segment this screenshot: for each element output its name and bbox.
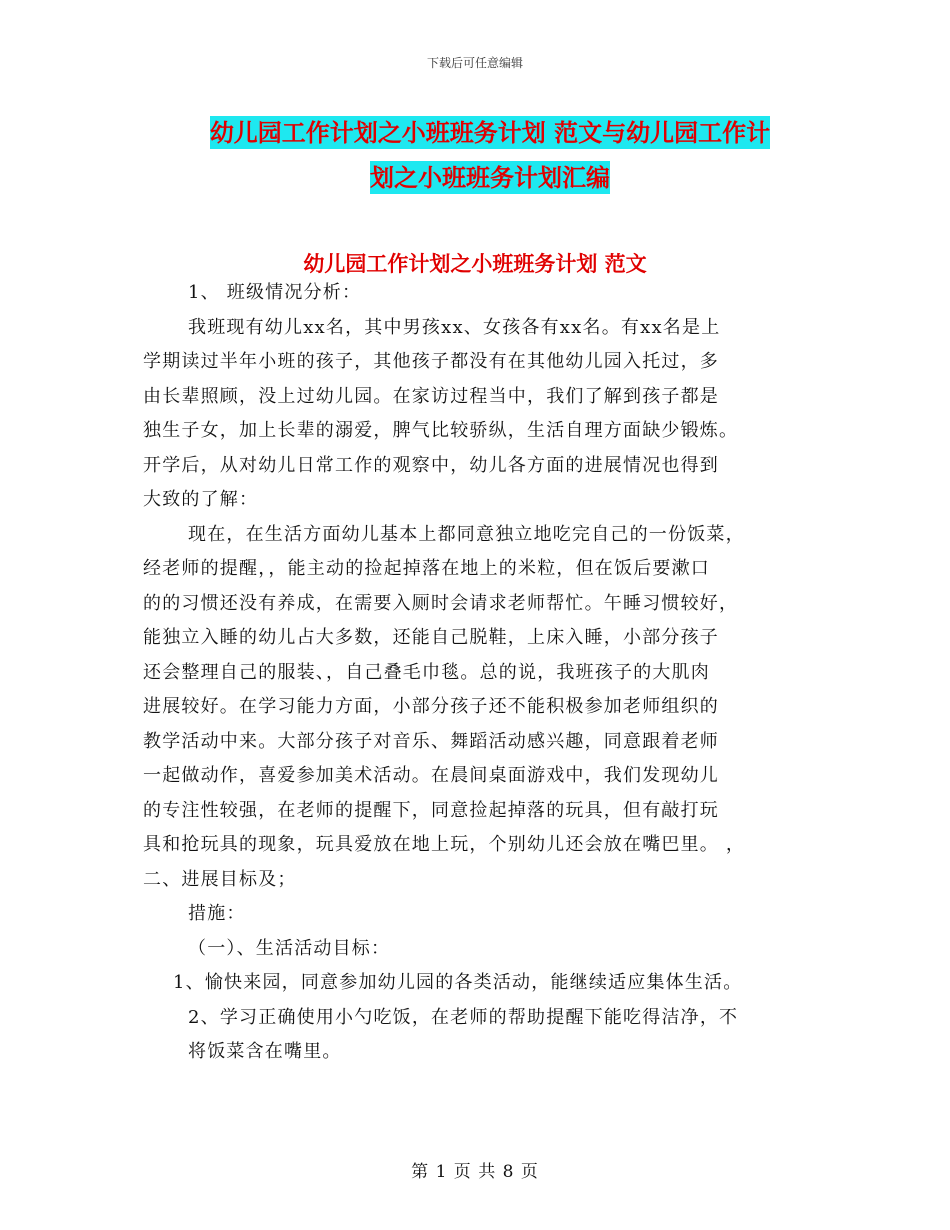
body-line: 将饭菜含在嘴里。 xyxy=(188,1041,342,1062)
body-text xyxy=(143,276,823,1070)
body-line: 1、 班级情况分析： xyxy=(188,282,362,303)
body-line: 还会整理自己的服装、，自己叠毛巾毯。总的说，我班孩子的大肌肉 xyxy=(143,661,710,683)
body-line: 大致的了解： xyxy=(143,489,259,510)
body-line: 的的习惯还没有养成，在需要入厕时会请求老师帮忙。午睡习惯较好， xyxy=(143,592,739,614)
body-line: 现在，在生活方面幼儿基本上都同意独立地吃完自己的一份饭菜， xyxy=(188,523,745,545)
body-line: 1、愉快来园，同意参加幼儿园的各类活动，能继续适应集体生活。 xyxy=(173,972,743,993)
document-title-line-1: 幼儿园工作计划之小班班务计划 范文与幼儿园工作计 xyxy=(209,118,771,147)
body-line: 进展较好。在学习能力方面，小部分孩子还不能积极参加老师组织的 xyxy=(143,696,719,717)
section-title: 幼儿园工作计划之小班班务计划 范文 xyxy=(303,251,647,276)
body-line: 学期读过半年小班的孩子，其他孩子都没有在其他幼儿园入托过，多 xyxy=(143,351,719,372)
body-line: （一）、生活活动目标： xyxy=(188,937,391,959)
body-line: 独生子女，加上长辈的溺爱，脾气比较骄纵，生活自理方面缺少锻炼。 xyxy=(143,420,739,441)
body-line: 经老师的提醒，，能主动的捡起掉落在地上的米粒，但在饭后要漱口 xyxy=(143,558,710,579)
body-line: 的专注性较强，在老师的提醒下，同意捡起掉落的玩具，但有敲打玩 xyxy=(143,799,719,821)
document-title-line-2: 划之小班班务计划汇编 xyxy=(370,163,610,192)
body-line: 由长辈照顾，没上过幼儿园。在家访过程当中，我们了解到孩子都是 xyxy=(143,385,719,407)
page-footer: 第 1 页 共 8 页 xyxy=(411,1162,539,1182)
body-line: 二、进展目标及； xyxy=(143,868,297,890)
document-title xyxy=(140,110,840,200)
body-line: 教学活动中来。大部分孩子对音乐、舞蹈活动感兴趣，同意跟着老师 xyxy=(143,730,719,752)
body-line: 能独立入睡的幼儿占大多数，还能自己脱鞋，上床入睡，小部分孩子 xyxy=(143,627,719,648)
body-line: 措施： xyxy=(188,903,246,924)
body-line: 具和抢玩具的现象，玩具爱放在地上玩，个别幼儿还会放在嘴巴里。 ， xyxy=(143,834,746,855)
body-line: 开学后，从对幼儿日常工作的观察中，幼儿各方面的进展情况也得到 xyxy=(143,454,719,476)
body-line: 我班现有幼儿xx名，其中男孩xx、女孩各有xx名。有xx名是上 xyxy=(188,316,721,338)
body-line: 一起做动作，喜爱参加美术活动。在晨间桌面游戏中，我们发现幼儿 xyxy=(143,765,719,786)
body-line: 2、学习正确使用小勺吃饭，在老师的帮助提醒下能吃得洁净，不 xyxy=(188,1006,739,1028)
header-note: 下载后可任意编辑 xyxy=(426,56,523,70)
